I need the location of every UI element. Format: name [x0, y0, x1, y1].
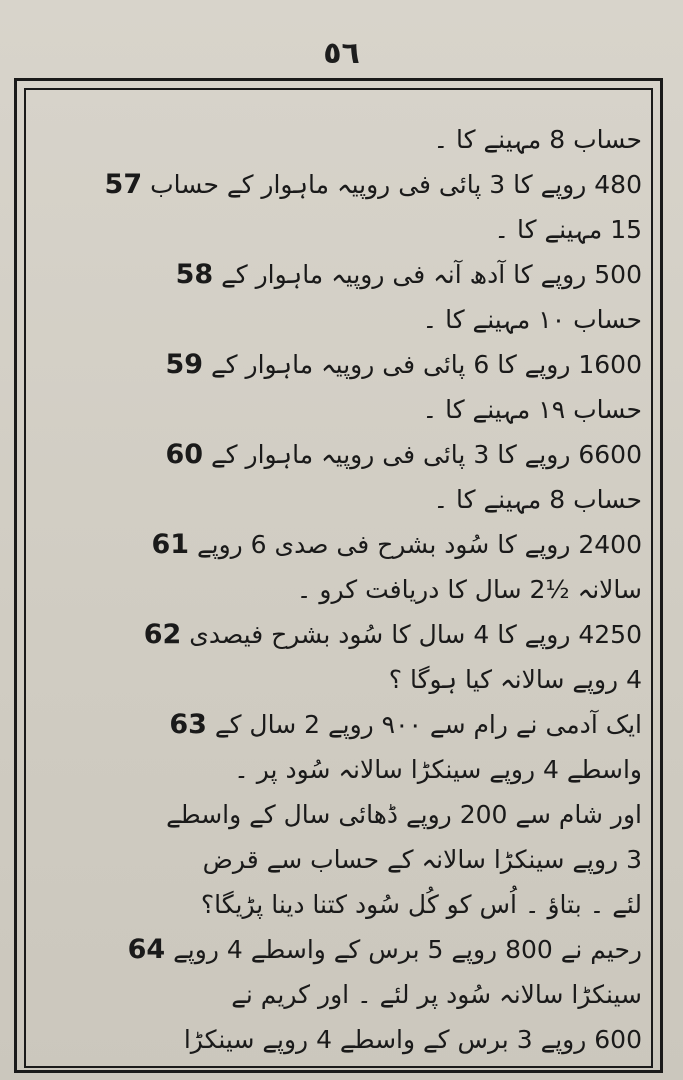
text-line: حساب 8 مہینے کا ۔: [433, 125, 642, 154]
question-number: 59: [165, 349, 204, 380]
exercise-57: 480 روپے کا 3 پائی فی روپیہ ماہوار کے حساب 57: [104, 169, 642, 200]
question-number: 60: [165, 439, 204, 470]
text-line: 3 روپے سینکڑا سالانہ کے حساب سے قرض: [202, 845, 642, 874]
exercise-60: 6600 روپے کا 3 پائی فی روپیہ ماہوار کے 60: [165, 439, 642, 470]
text-line: سینکڑا سالانہ سُود پر لئے ۔ اور کریم نے: [231, 980, 642, 1009]
page-number: ٥٦: [323, 36, 360, 71]
page-text-block: [32, 100, 642, 1060]
exercise-59: 1600 روپے کا 6 پائی فی روپیہ ماہوار کے 59: [165, 349, 642, 380]
question-number: 57: [104, 169, 143, 200]
exercise-58: 500 روپے کا آدھ آنہ فی روپیہ ماہوار کے 58: [175, 259, 642, 290]
text-line: 15 مہینے کا ۔: [494, 215, 642, 244]
text-line: حساب 8 مہینے کا ۔: [433, 485, 642, 514]
text-line: سالانہ ½2 سال کا دریافت کرو ۔: [296, 575, 642, 604]
question-number: 64: [127, 934, 166, 965]
text-line: حساب ١٩ مہینے کا ۔: [422, 395, 642, 424]
question-number: 61: [151, 529, 190, 560]
text-line: 4 روپے سالانہ کیا ہوگا ؟: [388, 665, 642, 694]
question-number: 63: [169, 709, 207, 740]
exercise-61: 2400 روپے کا سُود بشرح فی صدی 6 روپے 61: [151, 529, 642, 560]
text-line: حساب ١٠ مہینے کا ۔: [422, 305, 642, 334]
text-line: 600 روپے 3 برس کے واسطے 4 روپے سینکڑا: [183, 1025, 642, 1054]
text-line: واسطے 4 روپے سینکڑا سالانہ سُود پر ۔: [234, 755, 642, 784]
exercise-64: رحیم نے 800 روپے 5 برس کے واسطے 4 روپے 64: [127, 934, 642, 965]
exercise-62: 4250 روپے کا 4 سال کا سُود بشرح فیصدی 62: [143, 619, 642, 650]
question-number: 62: [143, 619, 182, 650]
question-number: 58: [175, 259, 214, 290]
exercise-63: ایک آدمی نے رام سے ٩٠٠ روپے 2 سال کے 63: [169, 709, 642, 740]
text-line: اور شام سے 200 روپے ڈھائی سال کے واسطے: [166, 800, 642, 829]
text-line: لئے ۔ بتاؤ ۔ اُس کو کُل سُود کتنا دینا پڑیگا؟: [200, 890, 642, 919]
